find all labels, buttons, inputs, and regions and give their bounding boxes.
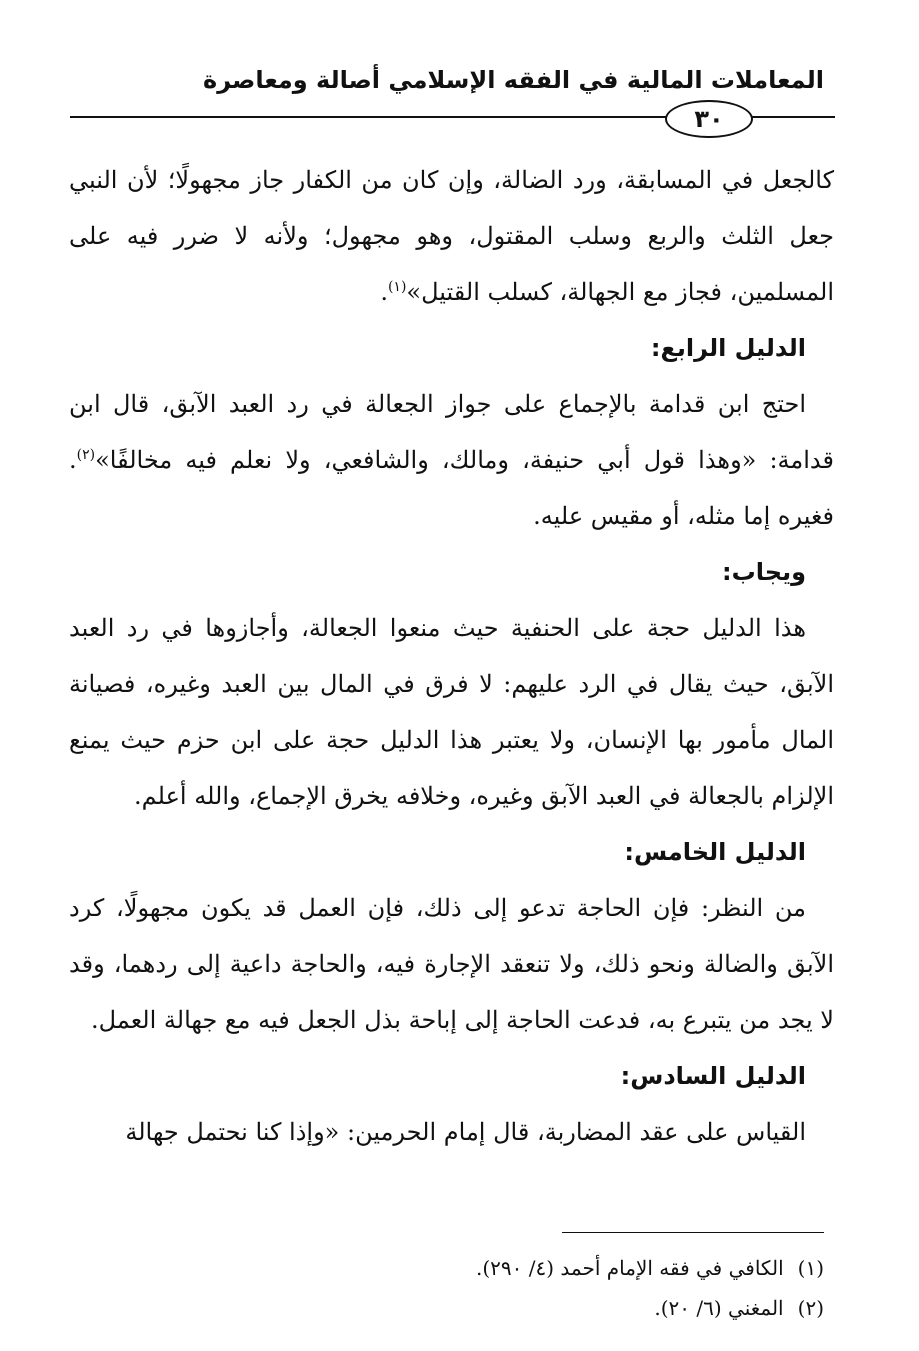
footnote-rule bbox=[562, 1232, 824, 1233]
paragraph-4: من النظر: فإن الحاجة تدعو إلى ذلك، فإن العمل قد يكون مجهولًا، كرد الآبق والضالة ونحو ذلك، ولا تنعقد الإجارة فيه، والحاجة داعية إلى ردهما، وقد لا يجد من يتبرع به، فدعت الحاجة إلى إباحة بذل الجعل فيه مع جهالة العمل. bbox=[69, 894, 834, 1034]
footnote-ref-1: (١) bbox=[387, 279, 407, 295]
page-number: ٣٠ bbox=[665, 100, 753, 138]
footnote-2 bbox=[64, 1288, 824, 1328]
heading-fourth-evidence: الدليل الرابع: bbox=[650, 334, 806, 362]
running-header-title: المعاملات المالية في الفقه الإسلامي أصالة ومعاصرة bbox=[203, 66, 824, 94]
paragraph-2-end: . فغيره إما مثله، أو مقيس عليه. bbox=[69, 446, 834, 530]
footnote-1 bbox=[64, 1248, 824, 1288]
body-text bbox=[69, 152, 834, 1160]
paragraph-1-end: . bbox=[380, 278, 388, 306]
paragraph-5: القياس على عقد المضاربة، قال إمام الحرمين: «وإذا كنا نحتمل جهالة bbox=[125, 1118, 806, 1146]
footnotes bbox=[64, 1248, 824, 1328]
footnote-2-text: المغني (٦/ ٢٠). bbox=[654, 1296, 784, 1320]
footnote-ref-2: (٢) bbox=[76, 447, 96, 463]
footnote-2-number: (٢) bbox=[797, 1296, 824, 1320]
footnote-1-text: الكافي في فقه الإمام أحمد (٤/ ٢٩٠). bbox=[475, 1256, 784, 1280]
footnote-1-number: (١) bbox=[797, 1256, 824, 1280]
heading-fifth-evidence: الدليل الخامس: bbox=[624, 838, 806, 866]
paragraph-2-text: احتج ابن قدامة بالإجماع على جواز الجعالة في رد العبد الآبق، قال ابن قدامة: «وهذا قول أبي حنيفة، ومالك، والشافعي، ولا نعلم فيه مخالفًا» bbox=[69, 390, 834, 474]
paragraph-2 bbox=[69, 376, 834, 544]
heading-answer: ويجاب: bbox=[722, 558, 806, 586]
paragraph-1-text: كالجعل في المسابقة، ورد الضالة، وإن كان من الكفار جاز مجهولًا؛ لأن النبي جعل الثلث والربع وسلب المقتول، وهو مجهول؛ ولأنه لا ضرر فيه على المسلمين، فجاز مع الجهالة، كسلب القتيل» bbox=[69, 166, 834, 306]
heading-sixth-evidence: الدليل السادس: bbox=[620, 1062, 806, 1090]
paragraph-1 bbox=[69, 152, 834, 320]
paragraph-3: هذا الدليل حجة على الحنفية حيث منعوا الجعالة، وأجازوها في رد العبد الآبق، حيث يقال في الرد عليهم: لا فرق في المال بين العبد وغيره، فصيانة المال مأمور بها الإنسان، ولا يعتبر هذا الدليل حجة على ابن حزم حيث يمنع الإلزام بالجعالة في العبد الآبق وغيره، وخلافه يخرق الإجماع، والله أعلم. bbox=[69, 614, 835, 810]
